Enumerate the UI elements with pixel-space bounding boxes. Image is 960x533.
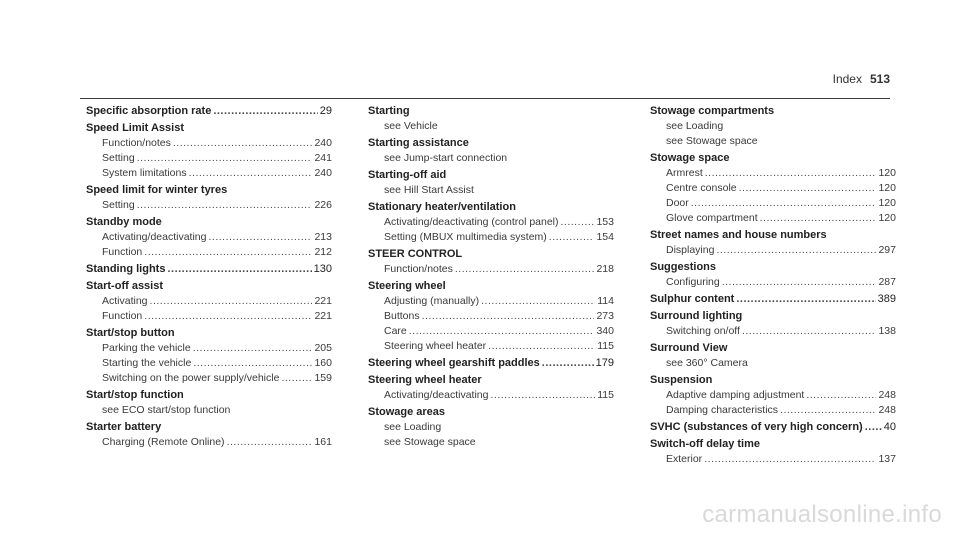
index-entry (650, 291, 896, 307)
page-header (833, 72, 890, 86)
index-entry (86, 387, 332, 418)
index-term[interactable] (368, 103, 614, 119)
page-ref[interactable]: 115 (597, 389, 614, 401)
index-entry (650, 103, 896, 149)
index-term-label: Speed Limit Assist (86, 122, 185, 134)
index-subentry[interactable] (650, 119, 896, 134)
index-entry (650, 340, 896, 371)
index-subentry[interactable] (368, 388, 614, 403)
index-entry (650, 259, 896, 290)
leader-dots (455, 262, 595, 277)
page-ref[interactable]: 297 (878, 244, 896, 256)
leader-dots (705, 166, 877, 181)
leader-dots (167, 261, 311, 277)
subentry-label: Configuring (666, 276, 720, 288)
index-subentry[interactable] (368, 215, 614, 230)
subentry-label: Armrest (666, 167, 703, 179)
index-term-label: Starting (368, 105, 410, 117)
index-term[interactable] (368, 199, 614, 215)
index-subentry[interactable] (650, 243, 896, 258)
index-entry (650, 150, 896, 226)
index-subentry[interactable] (368, 435, 614, 450)
subentry-label: Function/notes (384, 263, 453, 275)
subentry-label: Activating/deactivating (control panel) (384, 216, 559, 228)
index-entry (86, 214, 332, 260)
subentry-label: Damping characteristics (666, 404, 779, 416)
index-term-label: SVHC (substances of very high concern) (650, 421, 863, 433)
subentry-label: see Stowage space (384, 436, 476, 448)
subentry-label: Exterior (666, 453, 703, 465)
index-subentry[interactable] (86, 151, 332, 166)
subentry-label: Switching on the power supply/vehicle (102, 372, 280, 384)
index-entry (86, 419, 332, 450)
leader-dots (704, 452, 876, 467)
index-subentry[interactable] (86, 136, 332, 151)
index-entry (86, 103, 332, 119)
index-term-label: Stowage compartments (650, 105, 775, 117)
page-ref[interactable]: 221 (314, 310, 332, 322)
index-column-3 (650, 103, 896, 468)
subentry-label: Activating/deactivating (384, 389, 489, 401)
page-ref[interactable]: 160 (314, 357, 332, 369)
subentry-label: Switching on/off (666, 325, 740, 337)
subentry-label: Adjusting (manually) (384, 295, 480, 307)
subentry-label: System limitations (102, 167, 187, 179)
subentry-label: Function (102, 310, 143, 322)
index-term[interactable] (650, 227, 896, 243)
leader-dots (227, 435, 313, 450)
index-subentry[interactable] (86, 166, 332, 181)
index-entry (368, 199, 614, 245)
index-subentry[interactable] (86, 309, 332, 324)
leader-dots (542, 355, 594, 371)
subentry-label: Setting (102, 199, 135, 211)
index-term-label: Sulphur content (650, 293, 735, 305)
index-entry (650, 419, 896, 435)
index-term[interactable] (368, 278, 614, 294)
section-label: Index (832, 72, 862, 86)
index-term[interactable] (86, 103, 332, 119)
index-term[interactable] (368, 246, 614, 262)
page-ref[interactable]: 389 (877, 293, 896, 305)
index-subentry[interactable] (368, 230, 614, 245)
subentry-label: Setting (MBUX multimedia system) (384, 231, 547, 243)
page-ref[interactable]: 120 (878, 212, 896, 224)
page-ref[interactable]: 114 (597, 295, 614, 307)
index-subentry[interactable] (368, 309, 614, 324)
leader-dots (561, 215, 595, 230)
index-term-label: Start-off assist (86, 280, 164, 292)
leader-dots (281, 371, 312, 386)
leader-dots (488, 339, 595, 354)
leader-dots (213, 103, 317, 119)
index-term[interactable] (368, 167, 614, 183)
index-subentry[interactable] (650, 181, 896, 196)
index-term[interactable] (650, 340, 896, 356)
subentry-label: Setting (102, 152, 135, 164)
index-entry (368, 103, 614, 134)
leader-dots (716, 243, 876, 258)
leader-dots (144, 245, 312, 260)
index-subentry[interactable] (368, 119, 614, 134)
index-subentry[interactable] (368, 183, 614, 198)
subentry-label: Function/notes (102, 137, 171, 149)
index-term[interactable] (86, 387, 332, 403)
page-ref[interactable]: 340 (596, 325, 614, 337)
index-term-label: STEER CONTROL (368, 248, 463, 260)
subentry-label: see Loading (384, 421, 442, 433)
index-term-label: Standby mode (86, 216, 162, 228)
index-subentry[interactable] (650, 211, 896, 226)
subentry-label: Centre console (666, 182, 737, 194)
index-term-label: Specific absorption rate (86, 105, 212, 117)
leader-dots (422, 309, 595, 324)
page-ref[interactable]: 205 (314, 342, 332, 354)
index-entry (368, 135, 614, 166)
index-subentry[interactable] (368, 262, 614, 277)
subentry-label: see Hill Start Assist (384, 184, 474, 196)
index-subentry[interactable] (650, 166, 896, 181)
page-ref[interactable]: 120 (878, 182, 896, 194)
page-ref[interactable]: 138 (878, 325, 896, 337)
index-subentry[interactable] (86, 356, 332, 371)
index-term[interactable] (650, 419, 896, 435)
index-subentry[interactable] (86, 403, 332, 418)
subentry-label: Glove compartment (666, 212, 758, 224)
index-term-label: Stationary heater/ventilation (368, 201, 516, 213)
index-entry (650, 308, 896, 339)
leader-dots (409, 324, 595, 339)
index-term[interactable] (650, 436, 896, 452)
index-entry (650, 372, 896, 418)
subentry-label: Door (666, 197, 689, 209)
page-ref[interactable]: 130 (313, 263, 332, 275)
index-term[interactable] (368, 372, 614, 388)
index-subentry[interactable] (650, 388, 896, 403)
index-term[interactable] (368, 135, 614, 151)
index-term-label: Starting-off aid (368, 169, 447, 181)
index-entry (368, 278, 614, 354)
index-subentry[interactable] (368, 339, 614, 354)
leader-dots (481, 294, 595, 309)
page-ref[interactable]: 120 (878, 197, 896, 209)
index-entry (86, 261, 332, 277)
index-subentry[interactable] (650, 196, 896, 211)
leader-dots (490, 388, 595, 403)
index-term-label: Street names and house numbers (650, 229, 827, 241)
leader-dots (193, 356, 312, 371)
watermark: carmanualsonline.info (702, 501, 942, 528)
index-term-label: Starting assistance (368, 137, 469, 149)
index-term-label: Stowage areas (368, 406, 446, 418)
page-ref[interactable]: 137 (878, 453, 896, 465)
page-ref[interactable]: 273 (596, 310, 614, 322)
index-subentry[interactable] (368, 151, 614, 166)
index-entry (86, 325, 332, 386)
leader-dots (144, 309, 312, 324)
index-term[interactable] (650, 103, 896, 119)
subentry-label: Activating (102, 295, 148, 307)
index-term[interactable] (86, 214, 332, 230)
index-term[interactable] (368, 404, 614, 420)
subentry-label: Steering wheel heater (384, 340, 487, 352)
leader-dots (137, 151, 313, 166)
page-ref[interactable]: 248 (878, 389, 896, 401)
index-term-label: Stowage space (650, 152, 730, 164)
index-term[interactable] (650, 150, 896, 166)
index-term-label: Starter battery (86, 421, 162, 433)
page-ref[interactable]: 40 (883, 421, 896, 433)
subentry-label: Buttons (384, 310, 420, 322)
index-entry (650, 436, 896, 467)
leader-dots (193, 341, 313, 356)
index-entry (650, 227, 896, 258)
index-subentry[interactable] (368, 294, 614, 309)
index-column-2 (368, 103, 614, 451)
index-term-label: Steering wheel (368, 280, 446, 292)
page-ref[interactable]: 154 (596, 231, 614, 243)
index-entry (368, 372, 614, 403)
leader-dots (208, 230, 312, 245)
leader-dots (865, 419, 882, 435)
subentry-label: Adaptive damping adjustment (666, 389, 805, 401)
leader-dots (780, 403, 876, 418)
page-ref[interactable]: 213 (314, 231, 332, 243)
page-ref[interactable]: 153 (596, 216, 614, 228)
index-term[interactable] (86, 325, 332, 341)
index-term[interactable] (650, 372, 896, 388)
subentry-label: Parking the vehicle (102, 342, 191, 354)
index-subentry[interactable] (650, 403, 896, 418)
index-term-label: Surround View (650, 342, 728, 354)
index-entry (86, 278, 332, 324)
page-ref[interactable]: 120 (878, 167, 896, 179)
index-entry (368, 167, 614, 198)
subentry-label: Displaying (666, 244, 715, 256)
index-entry (368, 355, 614, 371)
subentry-label: Starting the vehicle (102, 357, 192, 369)
index-term-label: Start/stop function (86, 389, 184, 401)
index-entry (86, 120, 332, 181)
subentry-label: see Jump-start connection (384, 152, 508, 164)
subentry-label: see Vehicle (384, 120, 438, 132)
index-subentry[interactable] (368, 420, 614, 435)
subentry-label: see Stowage space (666, 135, 758, 147)
page-ref[interactable]: 212 (314, 246, 332, 258)
index-term[interactable] (86, 261, 332, 277)
leader-dots (739, 181, 877, 196)
page-ref[interactable]: 226 (314, 199, 332, 211)
index-subentry[interactable] (650, 324, 896, 339)
index-term[interactable] (86, 182, 332, 198)
index-term[interactable] (86, 419, 332, 435)
subentry-label: see Loading (666, 120, 724, 132)
index-subentry[interactable] (650, 356, 896, 371)
index-term-label: Steering wheel gearshift paddles (368, 357, 540, 369)
index-subentry[interactable] (368, 324, 614, 339)
page-number: 513 (869, 72, 890, 86)
leader-dots (173, 136, 313, 151)
index-term-label: Surround lighting (650, 310, 743, 322)
index-term-label: Switch-off delay time (650, 438, 761, 450)
page-ref[interactable]: 115 (597, 340, 614, 352)
index-term-label: Steering wheel heater (368, 374, 482, 386)
subentry-label: Charging (Remote Online) (102, 436, 225, 448)
index-subentry[interactable] (86, 230, 332, 245)
index-subentry[interactable] (86, 341, 332, 356)
leader-dots (742, 324, 877, 339)
leader-dots (760, 211, 877, 226)
header-rule (80, 98, 890, 99)
index-entry (86, 182, 332, 213)
index-entry (368, 246, 614, 277)
index-term-label: Speed limit for winter tyres (86, 184, 228, 196)
subentry-label: Activating/deactivating (102, 231, 207, 243)
page-ref[interactable]: 159 (314, 372, 332, 384)
leader-dots (736, 291, 875, 307)
subentry-label: Function (102, 246, 143, 258)
subentry-label: Care (384, 325, 407, 337)
index-term-label: Suspension (650, 374, 713, 386)
page-ref[interactable]: 287 (878, 276, 896, 288)
index-subentry[interactable] (86, 435, 332, 450)
index-term-label: Standing lights (86, 263, 166, 275)
subentry-label: see ECO start/stop function (102, 404, 231, 416)
page-ref[interactable]: 241 (314, 152, 332, 164)
leader-dots (549, 230, 595, 245)
index-subentry[interactable] (86, 371, 332, 386)
index-term[interactable] (86, 120, 332, 136)
page-ref[interactable]: 240 (314, 137, 332, 149)
index-term[interactable] (650, 259, 896, 275)
page-ref[interactable]: 240 (314, 167, 332, 179)
page-ref[interactable]: 221 (314, 295, 332, 307)
index-entry (368, 404, 614, 450)
leader-dots (189, 166, 313, 181)
leader-dots (691, 196, 877, 211)
leader-dots (150, 294, 313, 309)
index-term[interactable] (650, 291, 896, 307)
page-ref[interactable]: 161 (314, 436, 332, 448)
index-subentry[interactable] (650, 134, 896, 149)
index-term[interactable] (368, 355, 614, 371)
index-subentry[interactable] (86, 294, 332, 309)
page-ref[interactable]: 218 (596, 263, 614, 275)
index-term[interactable] (650, 308, 896, 324)
subentry-label: see 360° Camera (666, 357, 748, 369)
index-subentry[interactable] (86, 245, 332, 260)
page-ref[interactable]: 248 (878, 404, 896, 416)
index-subentry[interactable] (650, 275, 896, 290)
leader-dots (137, 198, 313, 213)
index-column-1 (86, 103, 332, 451)
index-term[interactable] (86, 278, 332, 294)
page-ref[interactable]: 29 (319, 105, 332, 117)
page-ref[interactable]: 179 (595, 357, 614, 369)
index-term-label: Suggestions (650, 261, 717, 273)
leader-dots (806, 388, 876, 403)
index-subentry[interactable] (650, 452, 896, 467)
leader-dots (722, 275, 877, 290)
index-term-label: Start/stop button (86, 327, 175, 339)
index-subentry[interactable] (86, 198, 332, 213)
